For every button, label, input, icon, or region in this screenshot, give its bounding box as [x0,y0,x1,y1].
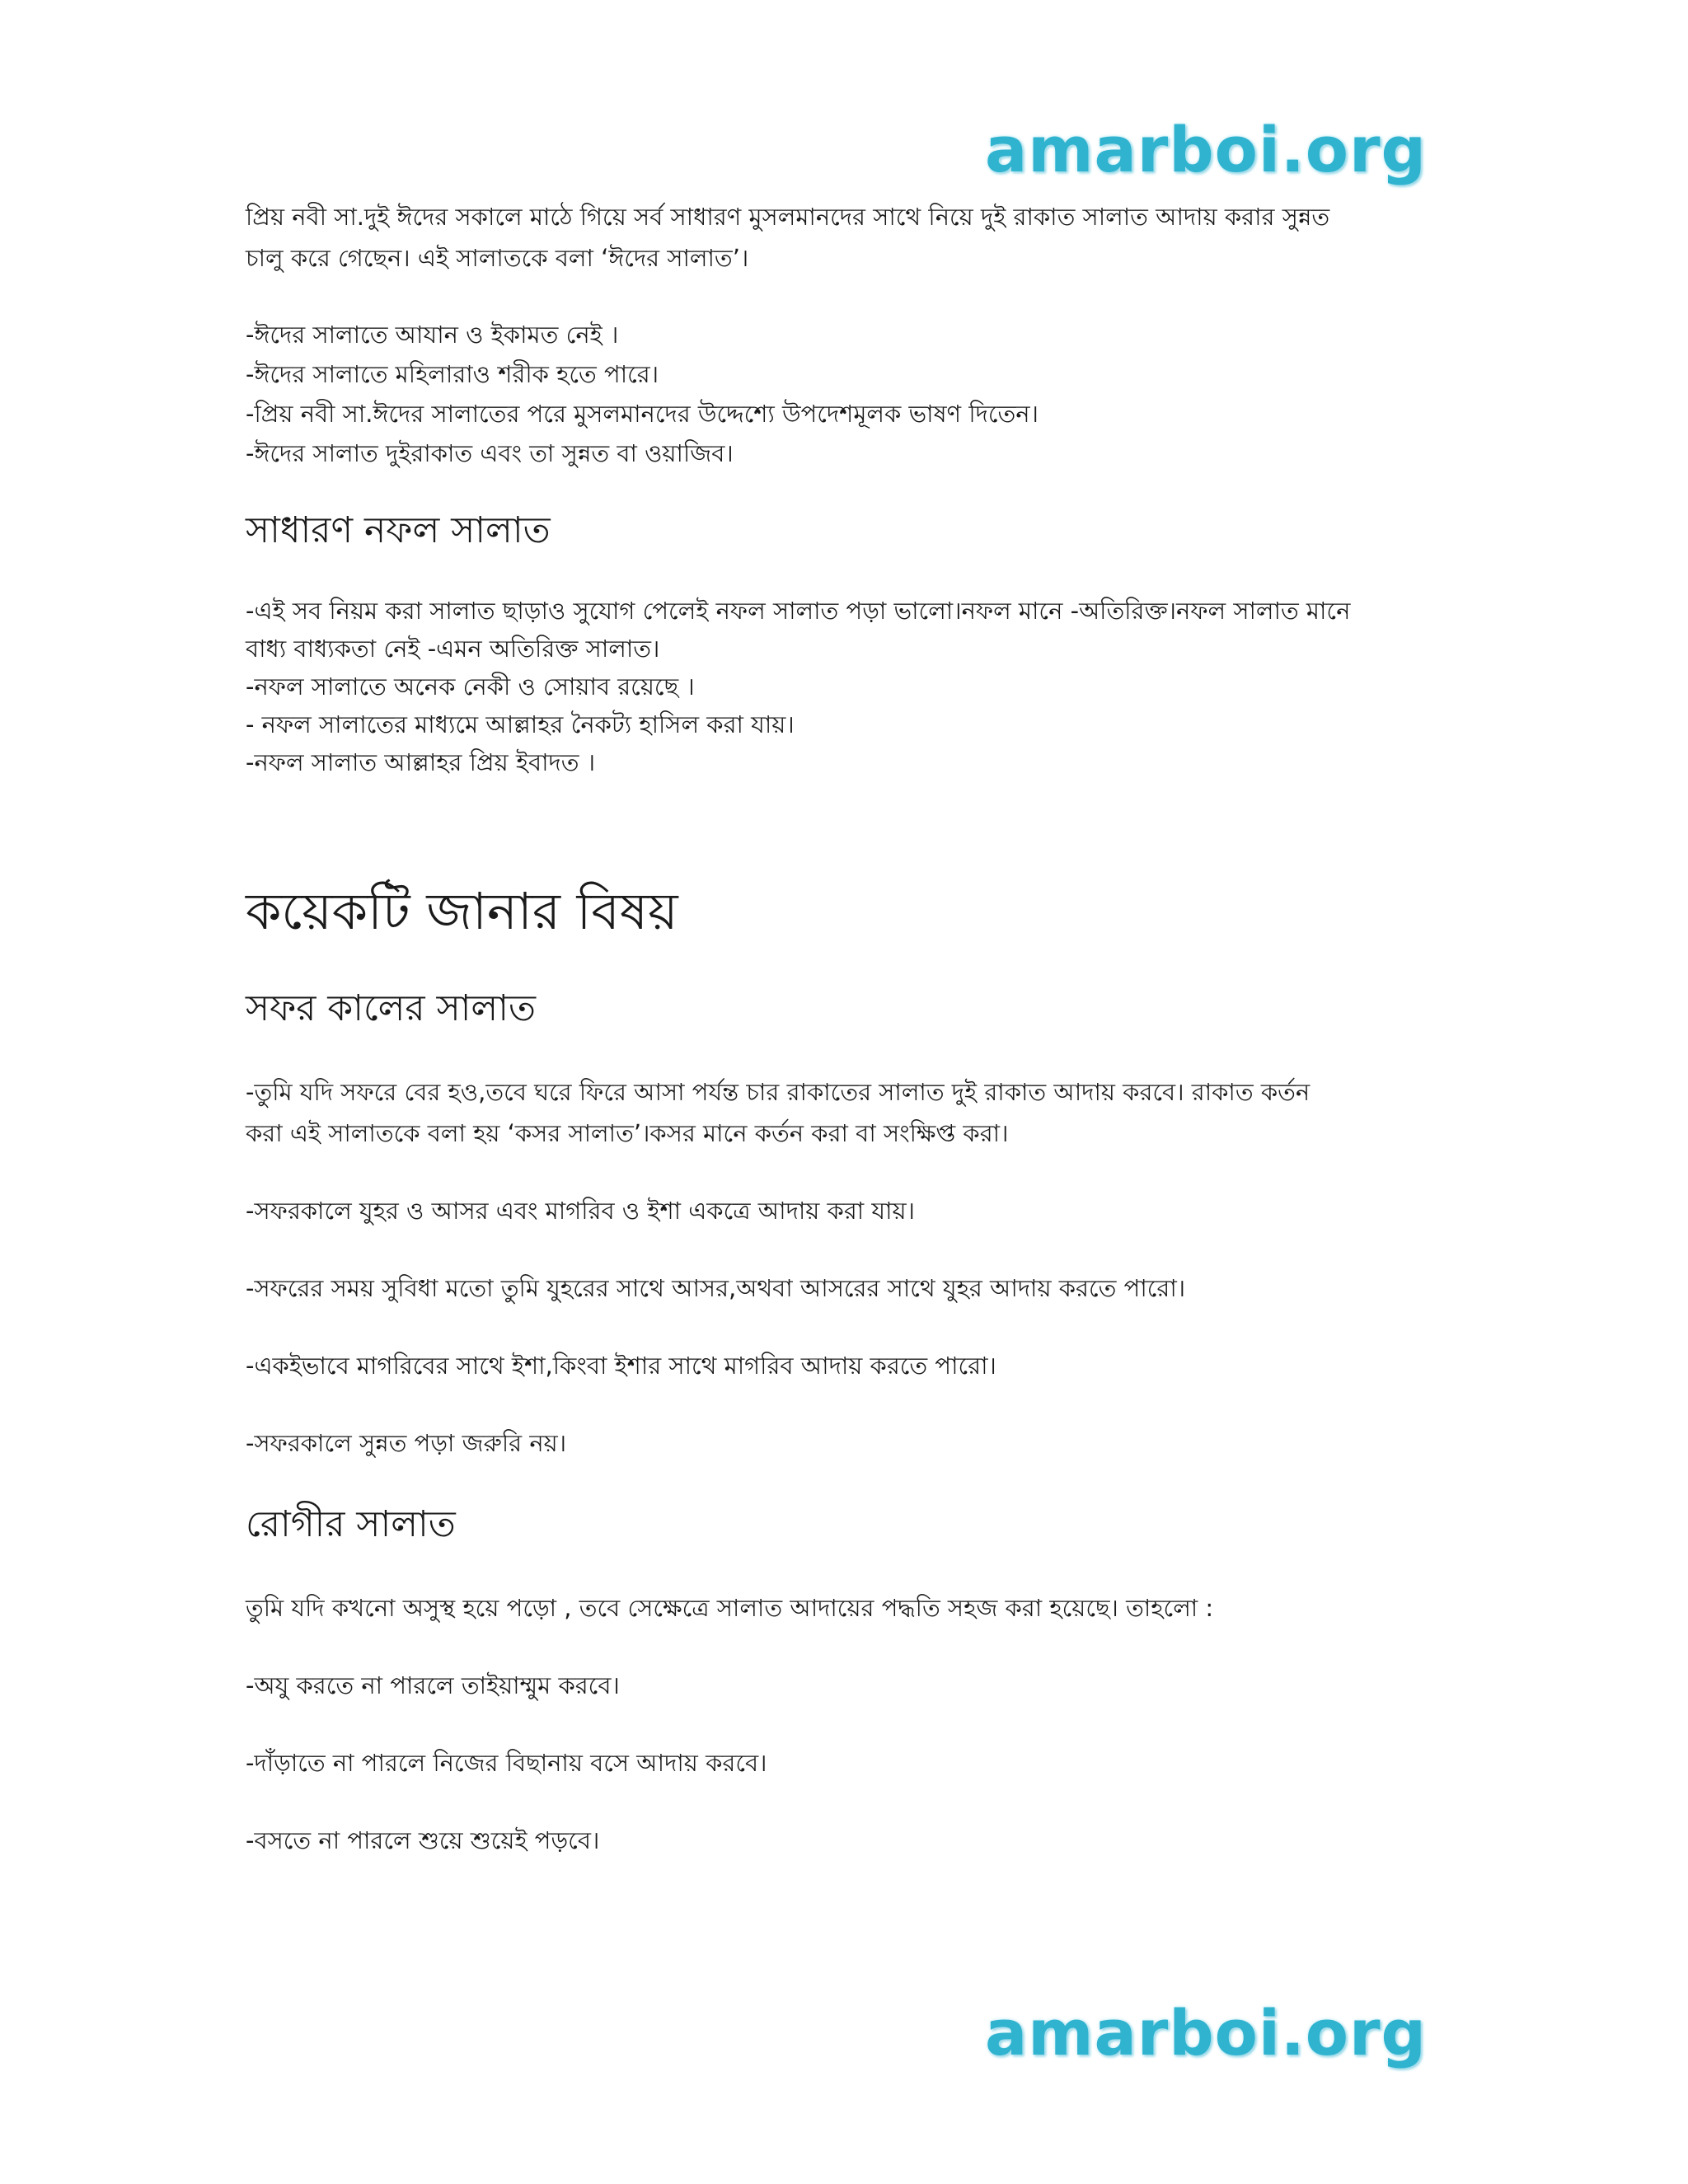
list-item: -ঈদের সালাতে মহিলারাও শরীক হতে পারে। [246,360,659,388]
section-heading-nafl: সাধারণ নফল সালাত [246,509,551,551]
watermark-logo-top: amarboi.org [985,113,1427,186]
list-item: -একইভাবে মাগরিবের সাথে ইশা,কিংবা ইশার সাথে মাগরিব আদায় করতে পারো। [246,1352,996,1380]
list-item: -নফল সালাতে অনেক নেকী ও সোয়াব রয়েছে । [246,673,695,701]
list-item: -ঈদের সালাতে আযান ও ইকামত নেই । [246,321,619,349]
list-item: -প্রিয় নবী সা.ঈদের সালাতের পরে মুসলমানদের উদ্দেশ্যে উপদেশমূলক ভাষণ দিতেন। [246,400,1039,428]
travel-intro-line: -তুমি যদি সফরে বের হও,তবে ঘরে ফিরে আসা পর্যন্ত চার রাকাতের সালাত দুই রাকাত আদায় করবে। রাকাত কর্তন [246,1078,1311,1106]
list-item: -সফরের সময় সুবিধা মতো তুমি যুহরের সাথে আসর,অথবা আসরের সাথে যুহর আদায় করতে পারো। [246,1274,1186,1302]
watermark-logo-bottom: amarboi.org [985,1996,1427,2069]
list-item: -দাঁড়াতে না পারলে নিজের বিছানায় বসে আদায় করবে। [246,1749,767,1777]
list-item: -অযু করতে না পারলে তাইয়াম্মুম করবে। [246,1671,620,1699]
list-item: - নফল সালাতের মাধ্যমে আল্লাহর নৈকট্য হাসিল করা যায়। [246,710,795,738]
page-content [246,196,1449,1861]
chapter-title: কয়েকটি জানার বিষয় [246,881,678,941]
eid-intro [246,196,1449,279]
eid-points [246,315,1449,473]
list-item: -ঈদের সালাত দুইরাকাত এবং তা সুন্নত বা ওয়াজিব। [246,439,734,467]
list-item: -সফরকালে সুন্নত পড়া জরুরি নয়। [246,1429,567,1457]
eid-intro-line: প্রিয় নবী সা.দুই ঈদের সকালে মাঠে গিয়ে সর্ব সাধারণ মুসলমানদের সাথে নিয়ে দুই রাকাত সালাত আদায় করার সুন্নত [246,203,1330,231]
list-item: -নফল সালাত আল্লাহর প্রিয় ইবাদত । [246,748,596,776]
section-heading-travel: সফর কালের সালাত [246,987,536,1029]
travel-intro [246,1071,1449,1154]
sick-intro: তুমি যদি কখনো অসুস্থ হয়ে পড়ো , তবে সেক্ষেত্রে সালাত আদায়ের পদ্ধতি সহজ করা হয়েছে। তাহলো : [246,1594,1214,1622]
nafl-line: বাধ্য বাধ্যকতা নেই -এমন অতিরিক্ত সালাত। [246,635,660,663]
nafl-body [246,592,1449,781]
list-item: -সফরকালে যুহর ও আসর এবং মাগরিব ও ইশা একত্রে আদায় করা যায়। [246,1197,915,1225]
nafl-line: -এই সব নিয়ম করা সালাত ছাড়াও সুযোগ পেলেই নফল সালাত পড়া ভালো।নফল মানে -অতিরিক্ত।নফল সালাত মানে [246,597,1351,625]
list-item: -বসতে না পারলে শুয়ে শুয়েই পড়বে। [246,1826,600,1854]
section-heading-sick: রোগীর সালাত [246,1503,456,1545]
travel-intro-line: করা এই সালাতকে বলা হয় ‘কসর সালাত’।কসর মানে কর্তন করা বা সংক্ষিপ্ত করা। [246,1119,1009,1147]
eid-intro-line: চালু করে গেছেন। এই সালাতকে বলা ‘ঈদের সালাত’। [246,244,749,272]
